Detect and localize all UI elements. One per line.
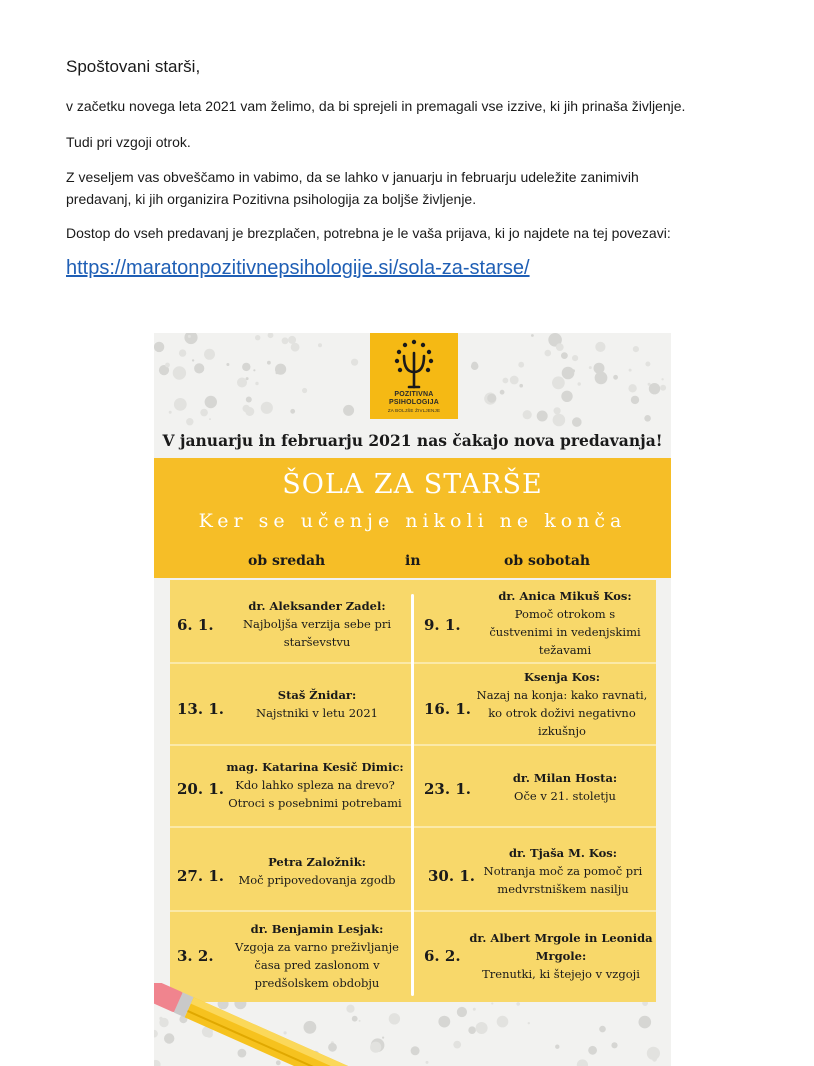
confetti-dot [204,349,215,360]
confetti-dot [473,1008,476,1011]
pencil-icon [154,983,414,1066]
confetti-dot [555,1045,559,1049]
flyer-title: ŠOLA ZA STARŠE [282,469,543,500]
confetti-dot [577,1059,588,1066]
lecture-entry [222,758,408,812]
confetti-dot [179,349,186,356]
confetti-dot [242,363,250,371]
confetti-dot [595,372,608,385]
logo-line-3: ZA BOLJŠE ŽIVLJENJE [387,408,441,413]
paragraph-invitation-line-2: predavanj, ki jih organizira Pozitivna psihologija za boljše življenje. [66,191,477,207]
confetti-dot [510,376,519,385]
lecture-entry [232,853,402,889]
confetti-dot [661,378,663,380]
confetti-dot [188,335,191,338]
lecture-date: 13. 1. [177,700,224,718]
confetti-dot [660,385,666,391]
lecture-topic: Vzgoja za varno preživljanje časa pred zaslonom v predšolskem obdobju [235,940,399,990]
lecture-entry [470,844,656,898]
registration-link[interactable]: https://maratonpozitivnepsihologije.si/sola-za-starse/ [66,257,530,279]
logo [370,333,458,419]
lecture-entry [232,920,402,992]
lecture-speaker: dr. Tjaša M. Kos: [508,846,618,860]
confetti-dot [589,366,592,369]
confetti-dot [154,342,164,352]
confetti-dot [246,397,252,403]
confetti-dot [631,396,639,404]
paragraph-invitation [66,166,639,210]
confetti-dot [255,382,258,385]
confetti-dot [553,414,566,427]
confetti-dot [253,369,255,371]
confetti-dot [562,367,575,380]
logo-line-2: PSIHOLOGIJA [388,399,440,406]
confetti-dot [531,334,534,337]
confetti-dot [561,391,572,402]
lecture-topic: Nazaj na konja: kako ravnati, ko otrok doživi negativno izkušnjo [476,688,648,738]
confetti-dot [174,398,187,411]
confetti-dot [194,363,204,373]
confetti-dot [318,343,322,347]
paragraph-access: Dostop do vseh predavanj je brezplačen, potrebna je le vaša prijava, ki jo najdete na tej povezavi: [66,225,671,241]
confetti-dot [516,1002,520,1006]
lecture-date: 6. 2. [424,947,461,965]
confetti-dot [595,342,605,352]
confetti-dot [226,363,229,366]
confetti-dot [545,350,552,357]
confetti-dot [611,1042,617,1048]
confetti-dot [500,390,505,395]
confetti-dot [518,362,524,368]
confetti-dot [639,1016,652,1029]
lecture-date: 6. 1. [177,616,214,634]
confetti-dot [453,1041,461,1049]
confetti-dot [561,352,568,359]
lecture-speaker: mag. Katarina Kesič Dimic: [226,760,404,774]
confetti-dot [633,346,639,352]
confetti-dot [572,417,582,427]
lecture-topic: Notranja moč za pomoč pri medvrstniškem nasilju [483,864,643,896]
confetti-dot [291,343,300,352]
confetti-dot [302,388,307,393]
logo-line-1: POZITIVNA [394,391,434,398]
confetti-dot [209,418,211,420]
schedule [170,580,656,1002]
confetti-dot [476,1022,488,1034]
lecture-entry [232,686,402,722]
flyer-subtitle: Ker se učenje nikoli ne konča [198,510,627,532]
confetti-dot [173,366,186,379]
paragraph-invitation-line-1: Z veseljem vas obveščamo in vabimo, da se lahko v januarju in februarju udeležite zanimivih [66,169,639,185]
confetti-dot [537,411,548,422]
confetti-dot [245,407,254,416]
day-heading-wednesday: ob sredah [248,553,326,569]
confetti-dot [165,363,170,368]
confetti-dot [554,407,561,414]
lecture-entry [466,929,656,983]
lecture-entry [475,769,655,805]
confetti-dot [629,369,632,372]
confetti-dot [426,1061,429,1064]
lecture-speaker: dr. Anica Mikuš Kos: [498,589,632,603]
confetti-dot [644,415,651,422]
lecture-topic: Moč pripovedovanja zgodb [238,873,396,887]
lecture-date: 20. 1. [177,780,224,798]
confetti-dot [578,382,581,385]
confetti-dot [205,396,217,408]
lecture-topic: Najstniki v letu 2021 [256,706,378,720]
lecture-date: 3. 2. [177,947,214,965]
column-divider [411,594,414,996]
confetti-dot [468,1026,476,1034]
confetti-dot [552,376,565,389]
psi-tree-icon [394,339,434,391]
flyer-headline: V januarju in februarju 2021 nas čakajo nova predavanja! [162,431,663,450]
confetti-dot [268,333,274,338]
confetti-dot [237,378,247,388]
confetti-dot [491,1002,493,1004]
lecture-speaker: dr. Albert Mrgole in Leonida Mrgole: [469,931,653,963]
confetti-dot [457,1007,467,1017]
confetti-dot [290,409,295,414]
confetti-dot [599,1026,606,1033]
lecture-date: 9. 1. [424,616,461,634]
confetti-dot [282,337,289,344]
confetti-dot [267,361,271,365]
confetti-dot [652,1057,657,1062]
lecture-speaker: dr. Benjamin Lesjak: [250,922,384,936]
confetti-dot [556,343,564,351]
lecture-topic: Trenutki, ki štejejo v vzgoji [482,967,640,981]
confetti-dot [497,1016,509,1028]
confetti-dot [503,378,509,384]
confetti-dot [649,383,660,394]
lecture-entry [475,587,655,659]
confetti-dot [200,409,208,417]
lecture-date: 23. 1. [424,780,471,798]
confetti-dot [438,1016,450,1028]
confetti-dot [487,394,496,403]
lecture-entry [232,597,402,651]
confetti-dot [192,359,194,361]
confetti-dot [519,384,523,388]
lecture-date: 27. 1. [177,867,224,885]
confetti-dot [645,362,650,367]
confetti-dot [169,411,172,414]
lecture-speaker: dr. Aleksander Zadel: [248,599,386,613]
confetti-dot [523,410,532,419]
day-heading-saturday: ob sobotah [504,553,591,569]
lecture-speaker: dr. Milan Hosta: [512,771,618,785]
lecture-entry [468,668,656,740]
lecture-speaker: Petra Založnik: [268,855,366,869]
confetti-dot [261,402,273,414]
confetti-dot [276,371,279,374]
confetti-dot [184,333,197,344]
logo-text [370,391,458,415]
confetti-dot [288,336,296,344]
lecture-topic: Kdo lahko spleza na drevo? Otroci s posebnimi potrebami [228,778,402,810]
day-heading-and: in [405,553,421,569]
paragraph-new-year: v začetku novega leta 2021 vam želimo, da bi sprejeli in premagali vse izzive, ki jih prinaša življenje. [66,98,686,114]
confetti-dot [628,384,636,392]
confetti-dot [594,363,605,374]
lecture-speaker: Staš Žnidar: [277,688,357,702]
lecture-date: 16. 1. [424,700,471,718]
confetti-dot [588,1046,597,1055]
flyer [154,333,671,1066]
lecture-topic: Najboljša verzija sebe pri starševstvu [242,617,392,649]
confetti-dot [572,355,578,361]
lecture-date: 30. 1. [428,867,475,885]
greeting: Spoštovani starši, [66,57,201,76]
confetti-dot [613,375,618,380]
confetti-dot [528,1022,530,1024]
confetti-dot [351,359,358,366]
confetti-dot [255,335,260,340]
confetti-dot [186,418,193,425]
lecture-speaker: Ksenja Kos: [524,670,600,684]
lecture-topic: Oče v 21. stoletju [514,789,616,803]
confetti-dot [472,362,478,368]
confetti-dot [343,405,354,416]
paragraph-parenting: Tudi pri vzgoji otrok. [66,134,191,150]
lecture-topic: Pomoč otrokom s čustvenimi in vedenjskimi težavami [489,607,641,657]
